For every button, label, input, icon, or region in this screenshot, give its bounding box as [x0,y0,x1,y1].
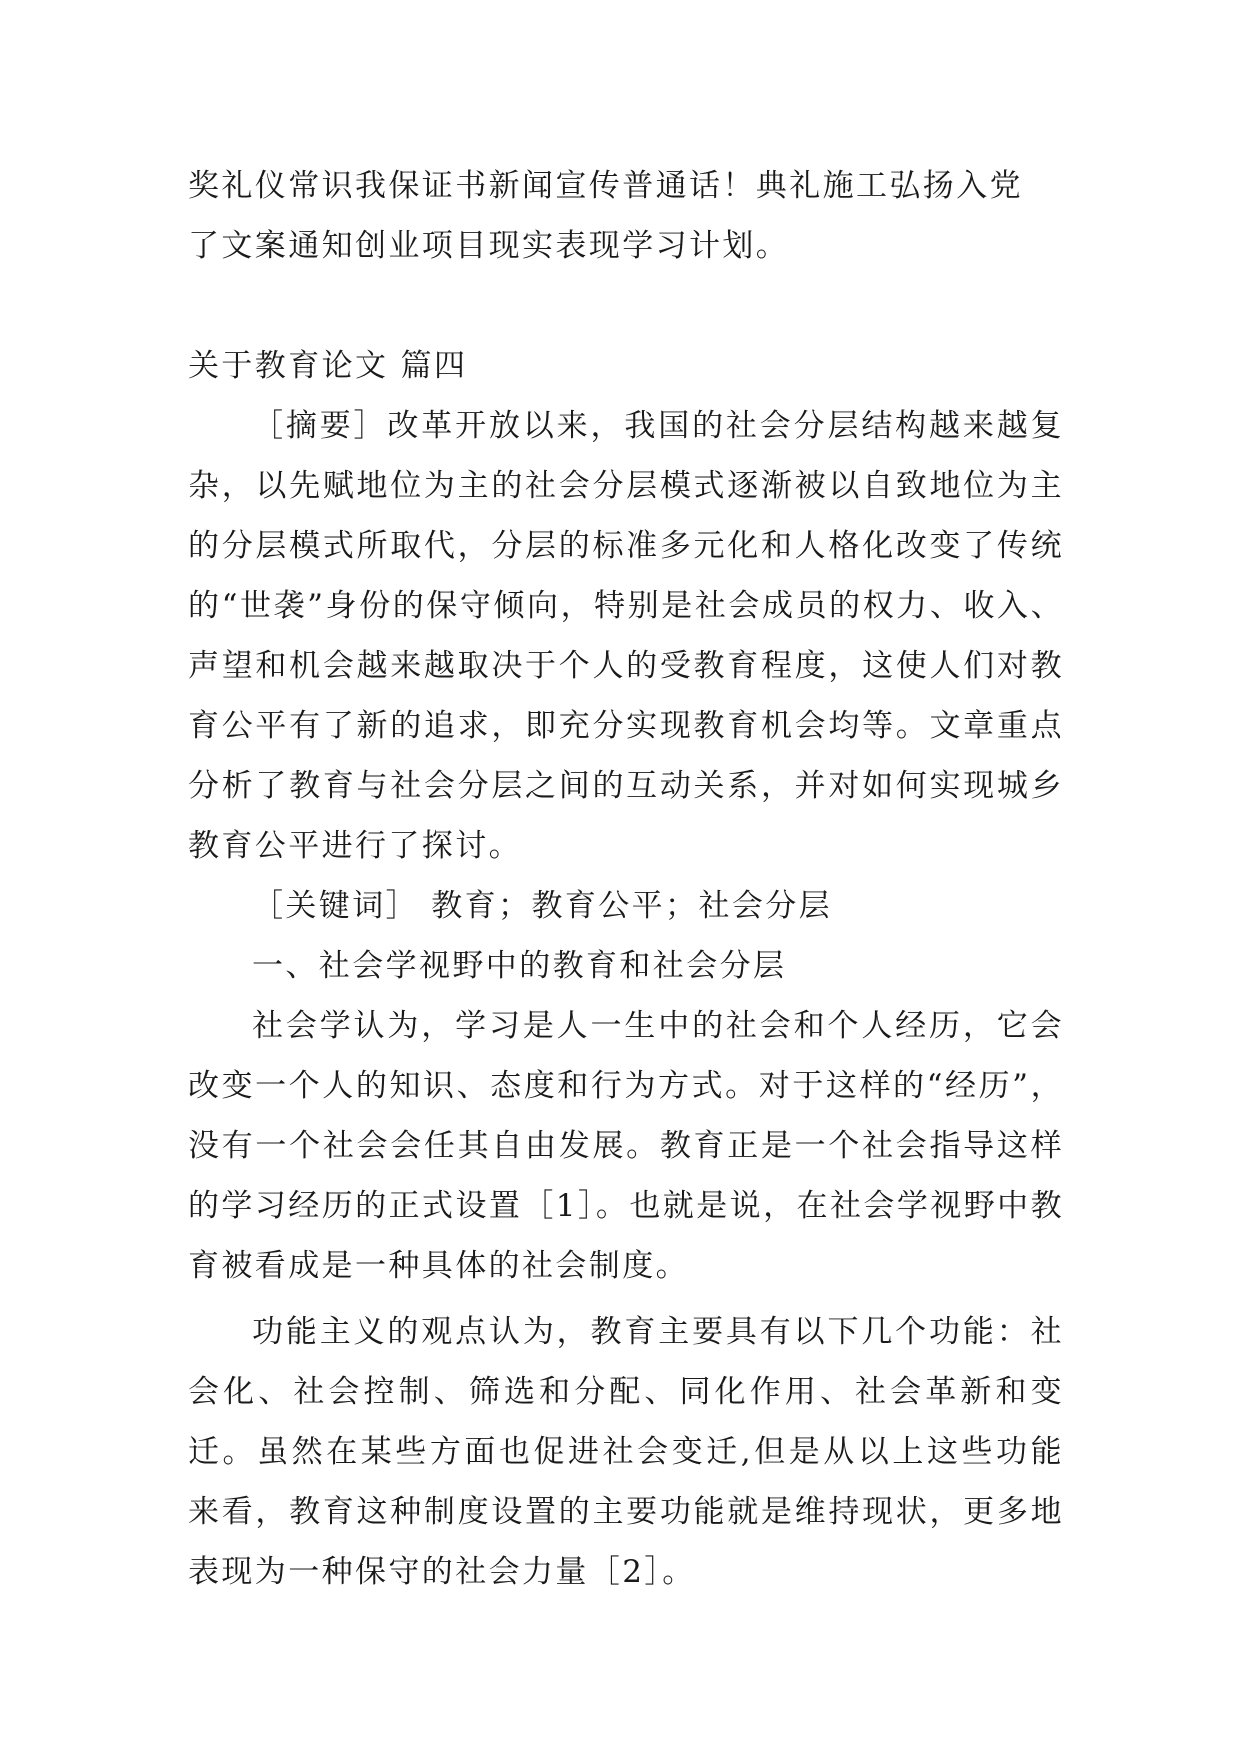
continuation-line-1: 奖礼仪常识我保证书新闻宣传普通话！典礼施工弘扬入党 [188,168,1023,204]
body-paragraph-2: 功能主义的观点认为，教育主要具有以下几个功能：社会化、社会控制、筛选和分配、同化作用、社会革新和变迁。虽然在某些方面也促进社会变迁,但是从以上这些功能来看，教育这种制度设置的主要功能就是维持现状，更多地表现为一种保守的社会力量［2］。 [188,1314,1064,1590]
abstract-paragraph: ［摘要］改革开放以来，我国的社会分层结构越来越复杂，以先赋地位为主的社会分层模式逐渐被以自致地位为主的分层模式所取代，分层的标准多元化和人格化改变了传统的“世袭”身份的保守倾向，特别是社会成员的权力、收入、声望和机会越来越取决于个人的受教育程度，这使人们对教育公平有了新的追求，即充分实现教育机会均等。文章重点分析了教育与社会分层之间的互动关系，并对如何实现城乡教育公平进行了探讨。 [188,408,1064,864]
section-heading-block [188,336,1064,396]
body-paragraph-1: 社会学认为，学习是人一生中的社会和个人经历，它会改变一个人的知识、态度和行为方式。对于这样的“经历”，没有一个社会会任其自由发展。教育正是一个社会指导这样的学习经历的正式设置［1］。也就是说，在社会学视野中教育被看成是一种具体的社会制度。 [188,1008,1064,1284]
keywords-paragraph: ［关键词］ 教育；教育公平；社会分层 [252,888,833,924]
continuation-paragraph [188,156,1064,276]
subheading-paragraph: 一、社会学视野中的教育和社会分层 [252,948,787,984]
section-body [188,396,1064,1602]
section-heading: 关于教育论文 篇四 [188,348,468,384]
continuation-line-2: 了文案通知创业项目现实表现学习计划。 [188,228,790,264]
